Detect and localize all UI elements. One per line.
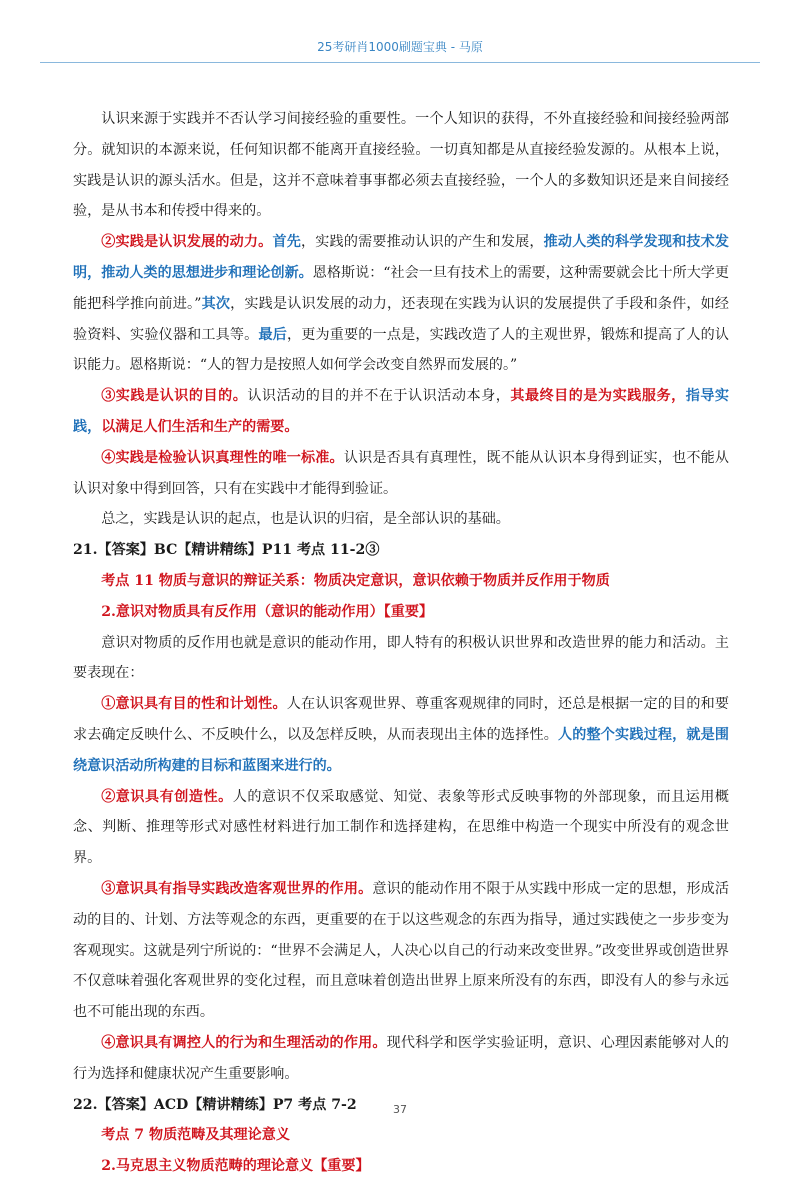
highlight-guide-practice: 指导实践，: [73, 388, 730, 435]
paragraph-regulation: [73, 1028, 729, 1090]
text-span: 认识是否具有真理性，既不能从认识本身得到证实，也不能从认识对象中得到回答，只有在实践中才能得到验证。: [73, 449, 730, 497]
paragraph-consciousness-intro: 意识对物质的反作用也就是意识的能动作用，即人特有的积极认识世界和改造世界的能力和活动。主要表现在：: [73, 634, 729, 682]
paragraph-guidance: [73, 874, 729, 1028]
header-divider: [40, 62, 760, 63]
heading-practice-standard: ④实践是检验认识真理性的唯一标准。: [101, 449, 344, 466]
paragraph-practice-motive: [73, 227, 729, 381]
keyword-second: 其次: [201, 295, 231, 312]
heading-purposefulness: ①意识具有目的性和计划性。: [101, 696, 287, 713]
text-span: 认识活动的目的并不在于认识活动本身，: [247, 388, 511, 405]
heading-guidance: ③意识具有指导实践改造客观世界的作用。: [101, 880, 373, 897]
heading-regulation: ④意识具有调控人的行为和生理活动的作用。: [101, 1034, 387, 1051]
text-span: ，更为重要的一点是，实践改造了人的主观世界，锻炼和提高了人的认识能力。恩格斯说：“人的智力是按照人如何学会改变自然界而发展的。”: [73, 326, 730, 374]
question-21-topic: 考点 11 物质与意识的辩证关系：物质决定意识，意识依赖于物质并反作用于物质: [101, 572, 610, 589]
paragraph-indirect-experience: 认识来源于实践并不否认学习间接经验的重要性。一个人知识的获得，不外直接经验和间接经验两部分。就知识的本源来说，任何知识都不能离开直接经验。一切真知都是从直接经验发源的。从根本上说，实践是认识的源头活水。但是，这并不意味着事事都必须去直接经验，一个人的多数知识还是来自间接经验，是从书本和传授中得来的。: [73, 111, 729, 220]
question-22-heading: 22.【答案】ACD【精讲精练】P7 考点 7-2: [73, 1096, 357, 1113]
highlight-blueprint: 人的整个实践过程，就是围绕意识活动所构建的目标和蓝图来进行的。: [73, 726, 730, 774]
text-span: 现代科学和医学实验证明，意识、心理因素能够对人的行为选择和健康状况产生重要影响。: [73, 1034, 730, 1082]
text-span: ，实践的需要推动认识的产生和发展，: [301, 234, 544, 251]
question-21-heading: 21.【答案】BC【精讲精练】P11 考点 11-2③: [73, 542, 380, 559]
heading-practice-purpose: ③实践是认识的目的。: [101, 388, 248, 405]
highlight-serve-practice: 其最终目的是为实践服务，: [510, 388, 686, 405]
page-number: 37: [393, 1103, 407, 1116]
text-span: 人的意识不仅采取感觉、知觉、表象等形式反映事物的外部现象，而且运用概念、判断、推理等形式对感性材料进行加工制作和选择建构，在思维中构造一个现实中所没有的观念世界。: [73, 788, 730, 867]
highlight-progress: 推动人类的科学发现和技术发明，推动人类的思想进步和理论创新。: [73, 234, 730, 281]
document-body: [73, 104, 729, 1182]
text-span: 恩格斯说：“社会一旦有技术上的需要，这种需要就会比十所大学更能把科学推向前进。”: [73, 264, 730, 312]
paragraph-purposefulness: [73, 689, 729, 781]
highlight-needs: 以满足人们生活和生产的需要。: [101, 418, 299, 435]
text-span: ，实践是认识发展的动力，还表现在实践为认识的发展提供了手段和条件，如经验资料、实验仪器和工具等。: [73, 295, 730, 343]
page-header: 25考研肖1000刷题宝典 - 马原: [317, 40, 483, 54]
paragraph-practice-standard: [73, 443, 729, 505]
text-span: 人在认识客观世界、尊重客观规律的同时，还总是根据一定的目的和要求去确定反映什么、不反映什么，以及怎样反映，从而表现出主体的选择性。: [73, 696, 730, 743]
paragraph-summary: 总之，实践是认识的起点，也是认识的归宿，是全部认识的基础。: [101, 511, 510, 528]
keyword-last: 最后: [258, 326, 287, 343]
question-22-topic: 考点 7 物质范畴及其理论意义: [101, 1127, 290, 1144]
heading-practice-motive: ②实践是认识发展的动力。: [101, 234, 273, 251]
text-span: 意识的能动作用不限于从实践中形成一定的思想，形成活动的目的、计划、方法等观念的东西，更重要的在于以这些观念的东西为指导，通过实践使之一步步变为客观现实。这就是列宁所说的：“世界不会满足人，人决心以自己的行动来改变世界。”改变世界或创造世界不仅意味着强化客观世界的变化过程，而且意味着创造出世界上原来所没有的东西，即没有人的参与永远也不可能出现的东西。: [73, 880, 730, 1021]
question-21-subtopic: 2.意识对物质具有反作用（意识的能动作用）【重要】: [101, 603, 434, 620]
paragraph-practice-purpose: [73, 381, 729, 443]
heading-creativity: ②意识具有创造性。: [101, 788, 233, 805]
keyword-first: 首先: [272, 234, 302, 251]
paragraph-creativity: [73, 782, 729, 874]
question-22-subtopic: 2.马克思主义物质范畴的理论意义【重要】: [101, 1158, 370, 1175]
